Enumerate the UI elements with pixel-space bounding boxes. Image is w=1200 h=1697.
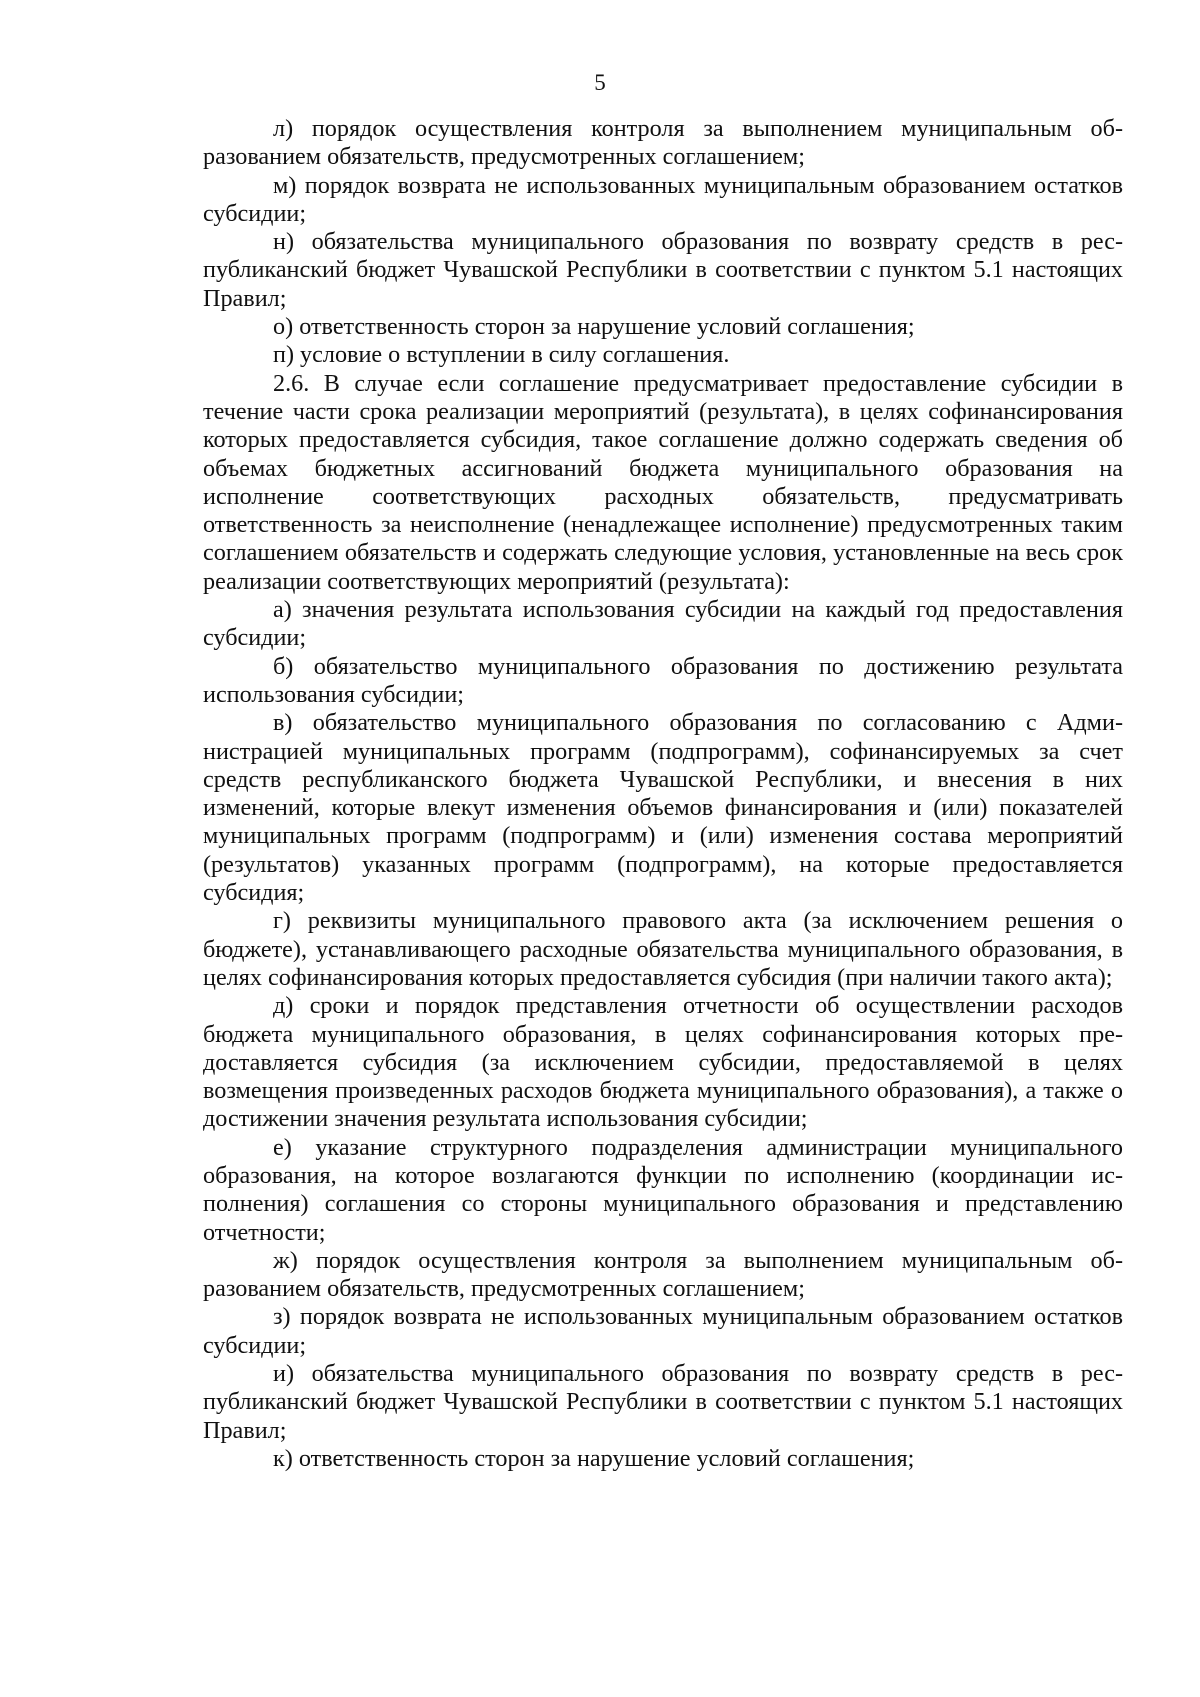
paragraph-n-refund-obligations: н) обязательства муниципального образования по возврату средств в республиканский бюджет Чувашской Республики в соответствии с пунктом 5.1 настоящих Правил; [203,228,1123,312]
paragraph-i-refund-obligations: и) обязательства муниципального образования по возврату средств в республиканский бюджет Чувашской Республики в соответствии с пунктом 5.1 настоящих Правил; [203,1360,1123,1444]
paragraph-g-legal-act-details: г) реквизиты муниципального правового акта (за исключением решения о бюджете), устанавливающего расходные обязательства муниципального образования, в целях софинансирования которых предоставляется субсидия (при наличии такого акта); [203,907,1123,991]
paragraph-e-responsible-unit: е) указание структурного подразделения администрации муниципального образования, на которое возлагаются функции по исполнению (координации исполнения) соглашения со стороны муниципального образования и представлению отчетности; [203,1133,1123,1246]
paragraph-k-liability: к) ответственность сторон за нарушение условий соглашения; [273,1444,915,1472]
paragraph-zh-control-procedure: ж) порядок осуществления контроля за выполнением муниципальным образованием обязательств, предусмотренных соглашением; [203,1246,1123,1303]
paragraph-z-unused-balance-return: з) порядок возврата не использованных муниципальным образованием остатков субсидии; [203,1303,1123,1359]
paragraph-m-unused-balance-return: м) порядок возврата не использованных муниципальным образованием остатков субсидии; [203,171,1123,227]
paragraph-o-liability: о) ответственность сторон за нарушение условий соглашения; [273,313,915,341]
page-number: 5 [594,70,606,95]
paragraph-2-6: 2.6. В случае если соглашение предусматривает предоставление субсидии в течение части срока реализации мероприятий (результата), в целях софинансирования которых предоставляется субсидия, такое соглашение должно содержать сведения об объемах бюджетных ассигнований бюджета муниципального образования на исполнение соответствующих расходных обязательств, предусматривать ответственность за неисполнение (ненадлежащее исполнение) предусмотренных таким соглашением обязательств и содержать следующие условия, установленные на весь срок реализации соответствующих мероприятий (результата): [203,369,1123,595]
paragraph-b-result-achievement: б) обязательство муниципального образования по достижению результата использования субсидии; [203,652,1123,708]
document-body [203,115,1123,1473]
paragraph-d-reporting-terms: д) сроки и порядок представления отчетности об осуществлении расходов бюджета муниципального образования, в целях софинансирования которых предоставляется субсидия (за исключением субсидии, предоставляемой в целях возмещения произведенных расходов бюджета муниципального образования), а также о достижении значения результата использования субсидии; [203,992,1123,1133]
paragraph-a-result-values: а) значения результата использования субсидии на каждый год предоставления субсидии; [203,596,1123,652]
paragraph-l-control-procedure: л) порядок осуществления контроля за выполнением муниципальным образованием обязательств, предусмотренных соглашением; [203,115,1123,171]
paragraph-v-program-approval: в) обязательство муниципального образования по согласованию с Администрацией муниципальных программ (подпрограмм), софинансируемых за счет средств республиканского бюджета Чувашской Республики, и внесения в них изменений, которые влекут изменения объемов финансирования и (или) показателей муниципальных программ (подпрограмм) и (или) изменения состава мероприятий (результатов) указанных программ (подпрограмм), на которые предоставляется субсидия; [203,709,1123,907]
paragraph-p-entry-into-force: п) условие о вступлении в силу соглашения. [273,341,730,369]
